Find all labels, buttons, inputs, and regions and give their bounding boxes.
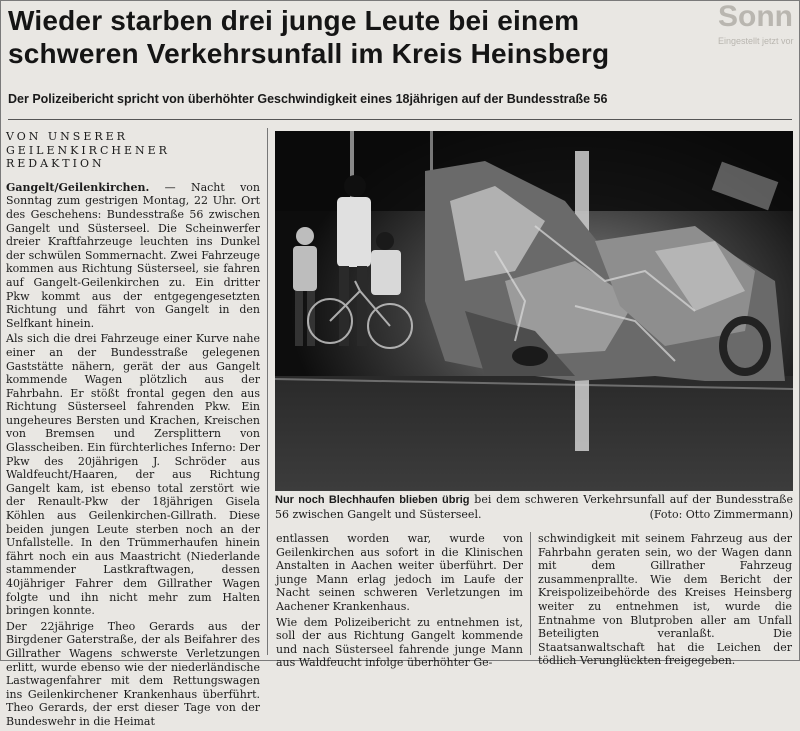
paragraph-lead	[6, 181, 260, 331]
column-divider-1	[267, 128, 268, 655]
headline-line-1: Wieder starben drei junge Leute bei einem	[8, 5, 580, 36]
paragraph-3: Der 22jährige Theo Gerards aus der Birgdener Gaterstraße, der als Beifahrer des Gillrather Wagens schwerste Verletzungen erlitt, wurde ebenso wie der niederländische Lastwagenfahrer mit dem Rettungswagen ins Geilenkirchener Krankenhaus überführt. Theo Gerards, der erst dieser Tage von der Bundeswehr in die Heimat	[6, 619, 260, 728]
caption-text: bei dem schweren Verkehrsunfall auf der Bundesstraße 56 zwischen Gangelt und Süsterseel.	[275, 493, 793, 521]
article-column-1	[6, 130, 260, 731]
adjacent-headline-fragment: Sonn	[718, 2, 793, 33]
byline-line-2: REDAKTION	[6, 157, 105, 171]
paragraph-6: schwindigkeit mit seinem Fahrzeug aus der Fahrbahn geraten sein, wo der Wagen dann mit dem Gillrather Fahrzeug zusammenprallte. Wie dem Bericht der Kreispolizeibehörde des Kreises Heinsberg weiter zu entnehmen ist, wurde die Entnahme von Blutproben aller am Unfall Beteiligten veranlaßt. Die Staatsanwaltschaft hat die Leichen der tödlich Verunglückten freigegeben.	[538, 532, 792, 668]
byline	[6, 130, 260, 171]
headline-line-2: schweren Verkehrsunfall im Kreis Heinsberg	[8, 38, 610, 69]
paragraph-2: Als sich die drei Fahrzeuge einer Kurve nahe einer an der Bundesstraße gelegenen Gaststätte nähern, gerät der aus Gangelt kommende Wagen plötzlich aus der Fahrbahn. Er stößt frontal gegen den aus Richtung Süsterseel fahrenden Pkw. Ein ungeheures Bersten und Krachen, Kreischen von Bremsen und Zersplittern von Glasscheiben. Ein fürchterliches Inferno: Der Pkw des 20jährigen J. Schröder aus Waldfeucht/Haaren, der aus Richtung Gangelt kam, ist ebenso total zerstört wie der Renault-Pkw der 18jährigen Gisela Köhlen aus Geilenkirchen-Gillrath. Diese beiden jungen Leute sterben noch an der Unfallstelle. In den Trümmerhaufen hinein fährt noch ein aus Maastricht (Niederlande stammender Lastkraftwagen, dessen 40jähriger Fahrer dem Gillrather Wagen folgte und ihn nicht mehr zum Halten bringen konnte.	[6, 332, 260, 618]
wreck-scene-illustration	[275, 131, 793, 491]
paragraph-4: entlassen worden war, wurde von Geilenkirchen aus sofort in die Klinischen Anstalten in Aachen weiter überführt. Der junge Mann erlag jedoch im Laufe der Nacht seinen schweren Verletzungen im Aachener Krankenhaus.	[276, 532, 523, 613]
dateline: Gangelt/Geilenkirchen.	[6, 180, 150, 194]
byline-line-1: VON UNSERER GEILENKIRCHENER	[6, 130, 170, 157]
paragraph-1-text: — Nacht von Sonntag zum gestrigen Montag, 22 Uhr. Ort des Geschehens: Bundesstraße 56 zwischen Gangelt und Süsterseel. Die Scheinwerfer dreier Kraftfahrzeuge leuchten ins Dunkel der schwülen Sommernacht. Zwei Fahrzeuge kommen aus Richtung Süsterseel, sie fahren auf Gangelt-Geilenkirchen zu. Ein dritter Pkw kommt aus der entgegengesetzten Richtung und fährt von Gangelt in den Selfkant hinein.	[6, 180, 261, 330]
accident-photo	[275, 131, 793, 491]
article-column-3	[538, 532, 792, 670]
subheadline: Der Polizeibericht spricht von überhöhter Geschwindigkeit eines 18jährigen auf der Bundesstraße 56	[8, 92, 608, 106]
headline	[8, 4, 708, 70]
header-rule	[8, 119, 792, 120]
photo-credit: (Foto: Otto Zimmermann)	[649, 507, 793, 521]
paragraph-5: Wie dem Polizeibericht zu entnehmen ist, soll der aus Richtung Gangelt kommende und nach Süsterseel fahrende junge Mann aus Waldfeucht infolge überhöhter Ge-	[276, 615, 523, 670]
article-column-2	[276, 532, 523, 672]
photo-caption	[275, 493, 793, 521]
adjacent-article-fragment	[718, 2, 798, 120]
caption-lead: Nur noch Blechhaufen blieben übrig	[275, 494, 470, 506]
column-divider-2	[530, 532, 531, 655]
adjacent-text-fragment: Eingestellt jetzt vor	[718, 36, 794, 46]
